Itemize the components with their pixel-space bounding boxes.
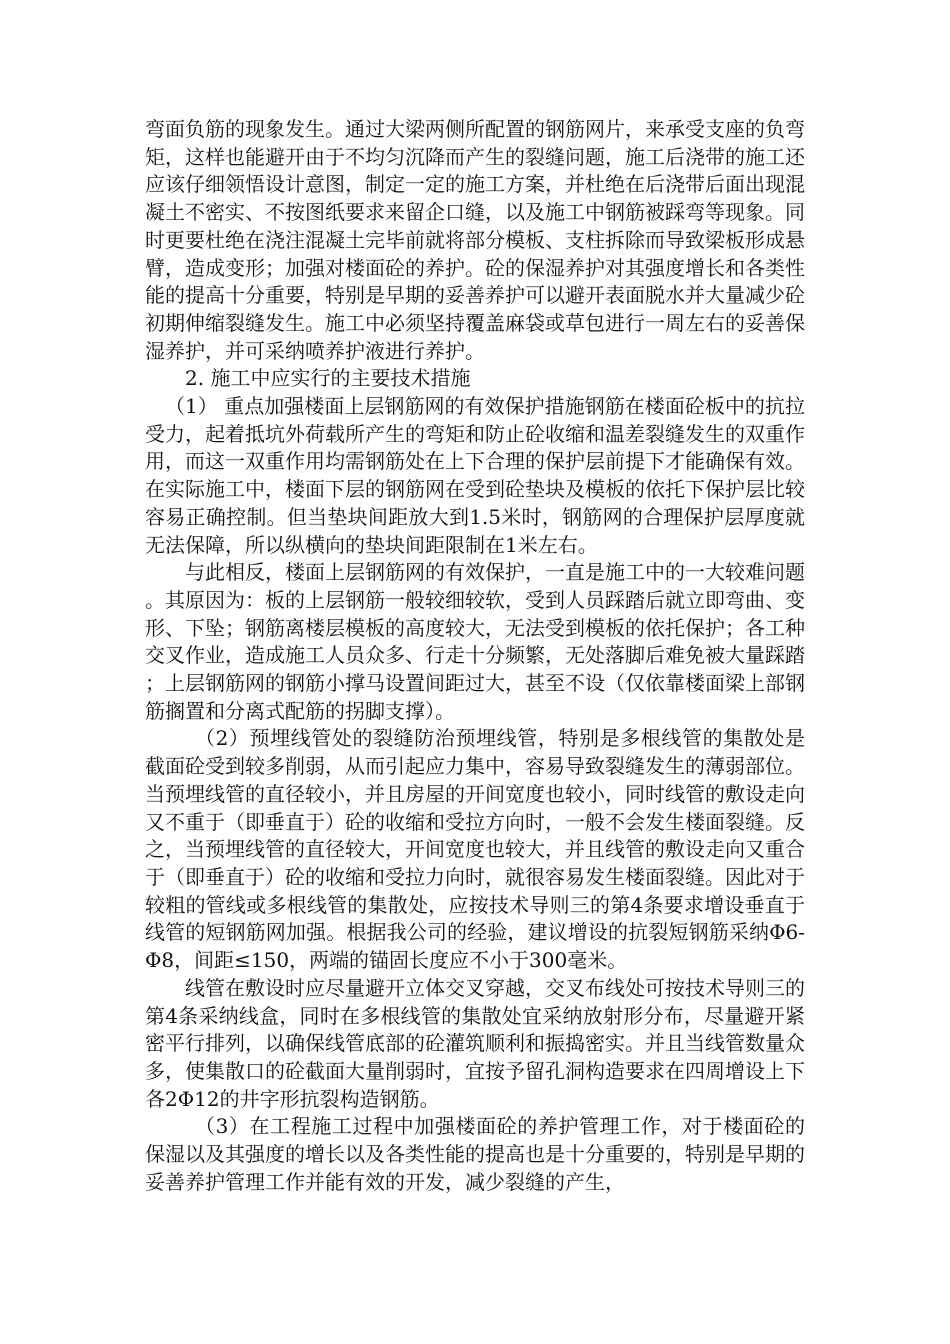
- paragraph-item-3: （3）在工程施工过程中加强楼面砼的养护管理工作，对于楼面砼的保湿以及其强度的增长以及各类性能的提高也是十分重要的，特别是早期的妥善养护管理工作并能有效的开发，减少裂缝的产生，: [145, 1114, 805, 1194]
- document-body: [145, 116, 805, 1196]
- paragraph-conduit-layout: 线管在敷设时应尽量避开立体交叉穿越，交叉布线处可按技术导则三的第4条采纳线盒，同时在多根线管的集散处宜采纳放射形分布，尽量避开紧密平行排列，以确保线管底部的砼灌筑顺利和振捣密实。并且当线管数量众多，使集散口的砼截面大量削弱时，宜按予留孔洞构造要求在四周增设上下各2Φ12的井字形抗裂构造钢筋。: [145, 975, 805, 1111]
- section-heading: 2. 施工中应实行的主要技术措施: [185, 366, 471, 391]
- paragraph-upper-rebar: 与此相反，楼面上层钢筋网的有效保护，一直是施工中的一大较难问题。其原因为：板的上层钢筋一般较细较软，受到人员踩踏后就立即弯曲、变形、下坠；钢筋离楼层模板的高度较大，无法受到模板的依托保护；各工种交叉作业，造成施工人员众多、行走十分频繁，无处落脚后难免被大量踩踏；上层钢筋网的钢筋小撑马设置间距过大，甚至不设（仅依靠楼面梁上部钢筋搁置和分离式配筋的拐脚支撑）。: [145, 560, 805, 723]
- paragraph-continuation: 弯面负筋的现象发生。通过大梁两侧所配置的钢筋网片，来承受支座的负弯矩，这样也能避开由于不均匀沉降而产生的裂缝问题，施工后浇带的施工还应该仔细领悟设计意图，制定一定的施工方案，并杜绝在后浇带后面出现混凝土不密实、不按图纸要求来留企口缝，以及施工中钢筋被踩弯等现象。同时更要杜绝在浇注混凝土完毕前就将部分模板、支柱拆除而导致梁板形成悬臂，造成变形；加强对楼面砼的养护。砼的保湿养护对其强度增长和各类性能的提高十分重要，特别是早期的妥善养护可以避开表面脱水并大量减少砼初期伸缩裂缝发生。施工中必须坚持覆盖麻袋或草包进行一周左右的妥善保湿养护，并可采纳喷养护液进行养护。: [145, 117, 805, 363]
- paragraph-item-2: （2）预埋线管处的裂缝防治预埋线管，特别是多根线管的集散处是截面砼受到较多削弱，从而引起应力集中，容易导致裂缝发生的薄弱部位。当预埋线管的直径较小，并且房屋的开间宽度也较小，同时线管的敷设走向又不重于（即垂直于）砼的收缩和受拉方向时，一般不会发生楼面裂缝。反之，当预埋线管的直径较大，开间宽度也较大，并且线管的敷设走向又重合于（即垂直于）砼的收缩和受拉力向时，就很容易发生楼面裂缝。因此对于较粗的管线或多根线管的集散处，应按技术导则三的第4条要求增设垂直于线管的短钢筋网加强。根据我公司的经验，建议增设的抗裂短钢筋采纳Φ6-Φ8，间距≤150，两端的锚固长度应不小于300毫米。: [145, 726, 805, 973]
- paragraph-item-1: （1） 重点加强楼面上层钢筋网的有效保护措施钢筋在楼面砼板中的抗拉受力，起着抵坑外荷载所产生的弯矩和防止砼收缩和温差裂缝发生的双重作用，而这一双重作用均需钢筋处在上下合理的保护层前提下才能确保有效。在实际施工中，楼面下层的钢筋网在受到砼垫块及模板的依托下保护层比较容易正确控制。但当垫块间距放大到1.5米时，钢筋网的合理保护层厚度就无法保障，所以纵横向的垫块间距限制在1米左右。: [145, 394, 805, 557]
